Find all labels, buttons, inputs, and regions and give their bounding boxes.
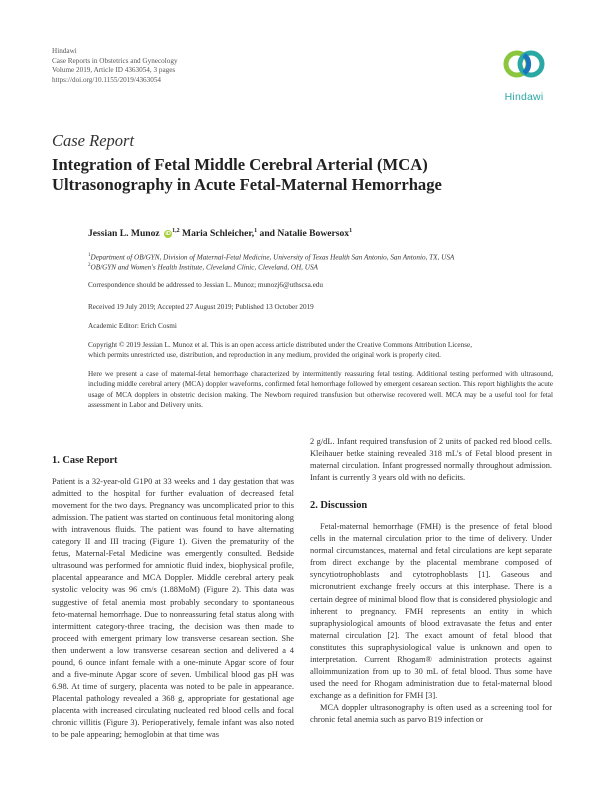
discussion-paragraph: MCA doppler ultrasonography is often used as a screening tool for chronic fetal anemia such as parvo B19 infection or (310, 702, 552, 724)
doi-link[interactable]: https://doi.org/10.1155/2019/4363054 (52, 75, 162, 84)
logo-wordmark: Hindawi (504, 91, 544, 103)
publisher-name: Hindawi (52, 47, 77, 55)
author-name[interactable]: and Natalie Bowersox (259, 228, 350, 240)
affiliation-1: $^1$Department of OB/GYN, Division of Maternal-Fetal Medicine, University of Texas Health San Antonio, San Antonio, TX, USA (88, 253, 455, 262)
abstract: Here we present a case of maternal-fetal hemorrhage characterized by intermittently reassuring fetal testing. Additional testing performed with ultrasound, including middle cerebral artery (MCA) doppler waveforms, confirmed fetal hemorrhage followed by emergent cesarean section. This report highlights the acute usage of MCA dopplers in obstetric decision making. The Newborn required transfusion but otherwise recovered well. MCA may be a useful tool for fetal assessment in Labor and Delivery units. (88, 370, 553, 410)
case-report-body: Patient is a 32-year-old G1P0 at 33 weeks and 1 day gestation that was admitted to the hospital for further evaluation of decreased fetal movement for the two days. Pregnancy was uncomplicated prior to this admission. The patient was started on continuous fetal monitoring along with intravenous fluids. The patient was found to have alternating category II and III tracing (Figure 1). Given the prematurity of the fetus, Maternal-Fetal Medicine was emergently consulted. Bedside ultrasound was performed for amniotic fluid index, biophysical profile, placental appearance and MCA Doppler. Middle cerebral artery peak systolic velocity was 96 cm/s (1.88MoM) (Figure 2). This data was suggestive of fetal anemia most probably secondary to spontaneous feto-maternal hemorrhage. Due to nonreassuring fetal status along with intermittent category-three tracing, the decision was then made to proceed with emergent primary low transverse cesarean section. She then underwent a low transverse cesarean section and delivered a 4 pound, 6 ounce infant female with a one-minute Apgar score of four and a five-minute Apgar score of seven. Umbilical blood gas pH was 6.98. At time of surgery, placenta was noted to be pale in appearance. Placental pathology revealed a 368 g, appropriate for gestational age placenta with increased circulating nucleated red blood cells and focal chronic villitis (Figure 3). Perioperatively, female infant was also noted to be pale appearing; hemoglobin at that time was (52, 477, 294, 740)
journal-name: Case Reports in Obstetrics and Gynecology (52, 56, 178, 65)
article-title: Integration of Fetal Middle Cerebral Arterial (MCA) Ultrasonography in Acute Fetal-Maternal Hemorrhage (52, 155, 442, 194)
author-affiliation-sup: 1 (254, 228, 258, 234)
hindawi-logo-icon (494, 44, 554, 90)
correspondence: Correspondence should be addressed to Jessian L. Munoz; munozj6@uthscsa.edu (88, 281, 323, 289)
discussion-paragraph: Fetal-maternal hemorrhage (FMH) is the presence of fetal blood cells in the maternal circulation prior to the time of delivery. Under normal circumstances, maternal and fetal circulations are kept separate from direct exchange by the placental membrane composed of syncytiotrophoblasts and cytotrophoblasts [1]. Gaseous and micronutrient exchange freely occurs at this interphase. There is a certain degree of minimal blood flow that is considered physiologic and inherent to pregnancy. FMH represents an entity in which supraphysiological amounts of blood extravasate the fetus and enter maternal circulation [2]. The exact amount of fetal blood that constitutes this supraphysiological value is unknown and open to interpretation. Current Rhogam® administration protects against alloimmunization from up to 30 mL of fetal blood. Thus some have used the need for Rhogam administration due to fetal-maternal blood exchange as a definition for FMH [3]. (310, 522, 552, 700)
author-list (88, 228, 352, 239)
author-name[interactable]: Jessian L. Munoz (88, 228, 160, 240)
article-type: Case Report (52, 131, 135, 150)
author-name[interactable]: Maria Schleicher, (182, 228, 255, 240)
author-affiliation-sup: 1 (349, 228, 353, 234)
case-report-continuation: 2 g/dL. Infant required transfusion of 2 units of packed red blood cells. Kleihauer betke staining revealed 318 mL's of Fetal blood present in maternal circulation. Infant progressed normally throughout admission. Infant is currently 3 years old with no deficits. (310, 437, 552, 483)
hindawi-logo (494, 44, 554, 108)
copyright-line-2: which permits unrestricted use, distribution, and reproduction in any medium, provided the original work is properly cited. (88, 351, 441, 359)
copyright-line-1: Copyright © 2019 Jessian L. Munoz et al. This is an open access article distributed under the Creative Commons Attribution License, (88, 341, 472, 349)
affiliation-2: $^2$OB/GYN and Women's Health Institute, Cleveland Clinic, Cleveland, OH, USA (88, 263, 318, 272)
section-heading: 2. Discussion (310, 500, 368, 512)
right-column (310, 436, 552, 726)
article-dates: Received 19 July 2019; Accepted 27 August 2019; Published 13 October 2019 (88, 303, 314, 311)
journal-meta (52, 47, 178, 85)
author-affiliation-sup: 1,2 (172, 228, 180, 234)
orcid-icon[interactable]: iD (165, 231, 171, 238)
volume-line: Volume 2019, Article ID 4363054, 3 pages (52, 66, 176, 75)
left-column (52, 455, 294, 741)
academic-editor: Academic Editor: Erich Cosmi (88, 322, 177, 330)
section-heading: 1. Case Report (52, 455, 118, 466)
